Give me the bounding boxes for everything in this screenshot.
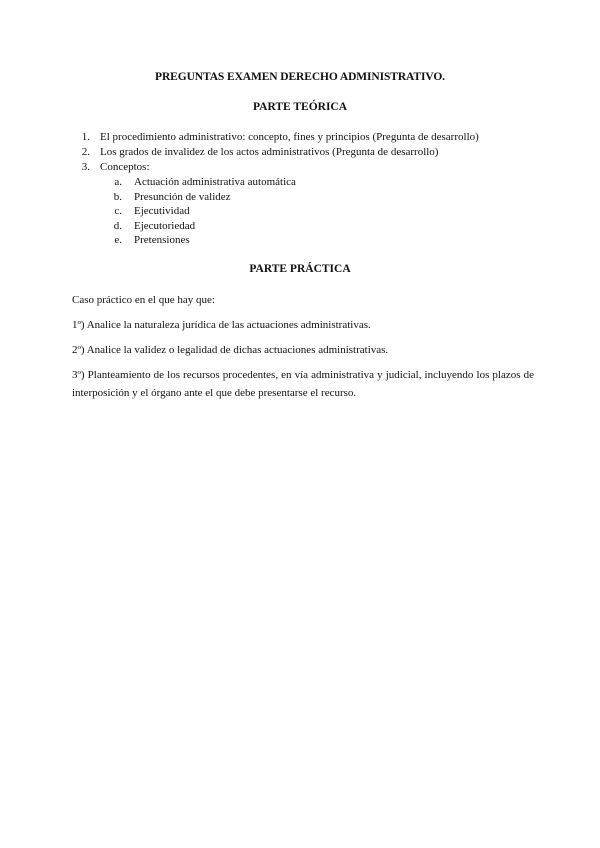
concept-item	[112, 233, 190, 247]
document-title: PREGUNTAS EXAMEN DERECHO ADMINISTRATIVO.	[155, 71, 445, 83]
theory-item-number: 3.	[81, 161, 90, 173]
concept-item-text: Presunción de validez	[134, 191, 231, 203]
concept-item-text: Actuación administrativa automática	[134, 176, 296, 188]
concept-item-letter: c.	[114, 205, 122, 217]
concept-item	[112, 190, 231, 204]
practice-question-2: 2º) Analice la validez o legalidad de dichas actuaciones administrativas.	[72, 344, 389, 356]
theory-item-text: Los grados de invalidez de los actos administrativos (Pregunta de desarrollo)	[100, 146, 439, 158]
concept-item-letter: e.	[114, 234, 122, 246]
concept-item-letter: a.	[114, 176, 122, 188]
practice-question-1: 1º) Analice la naturaleza jurídica de las actuaciones administrativas.	[72, 319, 371, 331]
concept-item-letter: d.	[113, 220, 122, 232]
practice-intro: Caso práctico en el que hay que:	[72, 294, 215, 306]
theory-item-text: El procedimiento administrativo: concepto, fines y principios (Pregunta de desarrollo)	[100, 131, 479, 143]
theory-heading: PARTE TEÓRICA	[252, 101, 348, 113]
concept-item	[112, 204, 190, 218]
concept-item	[112, 175, 296, 189]
concept-item	[112, 219, 195, 233]
theory-item-number: 2.	[81, 146, 90, 158]
practice-heading: PARTE PRÁCTICA	[249, 263, 351, 275]
practice-question-3: 3º) Planteamiento de los recursos procedentes, en vía administrativa y judicial, incluyendo los plazos de interposición y el órgano ante el que debe presentarse el recurso.	[72, 369, 534, 399]
theory-item	[72, 130, 479, 144]
theory-item-text: Conceptos:	[100, 161, 150, 173]
concept-item-text: Pretensiones	[134, 234, 190, 246]
theory-item-number: 1.	[81, 131, 90, 143]
concept-item-text: Ejecutoriedad	[134, 220, 196, 232]
concept-item-text: Ejecutividad	[134, 205, 190, 217]
theory-item	[72, 160, 150, 174]
concept-item-letter: b.	[113, 191, 122, 203]
theory-item	[72, 145, 438, 159]
